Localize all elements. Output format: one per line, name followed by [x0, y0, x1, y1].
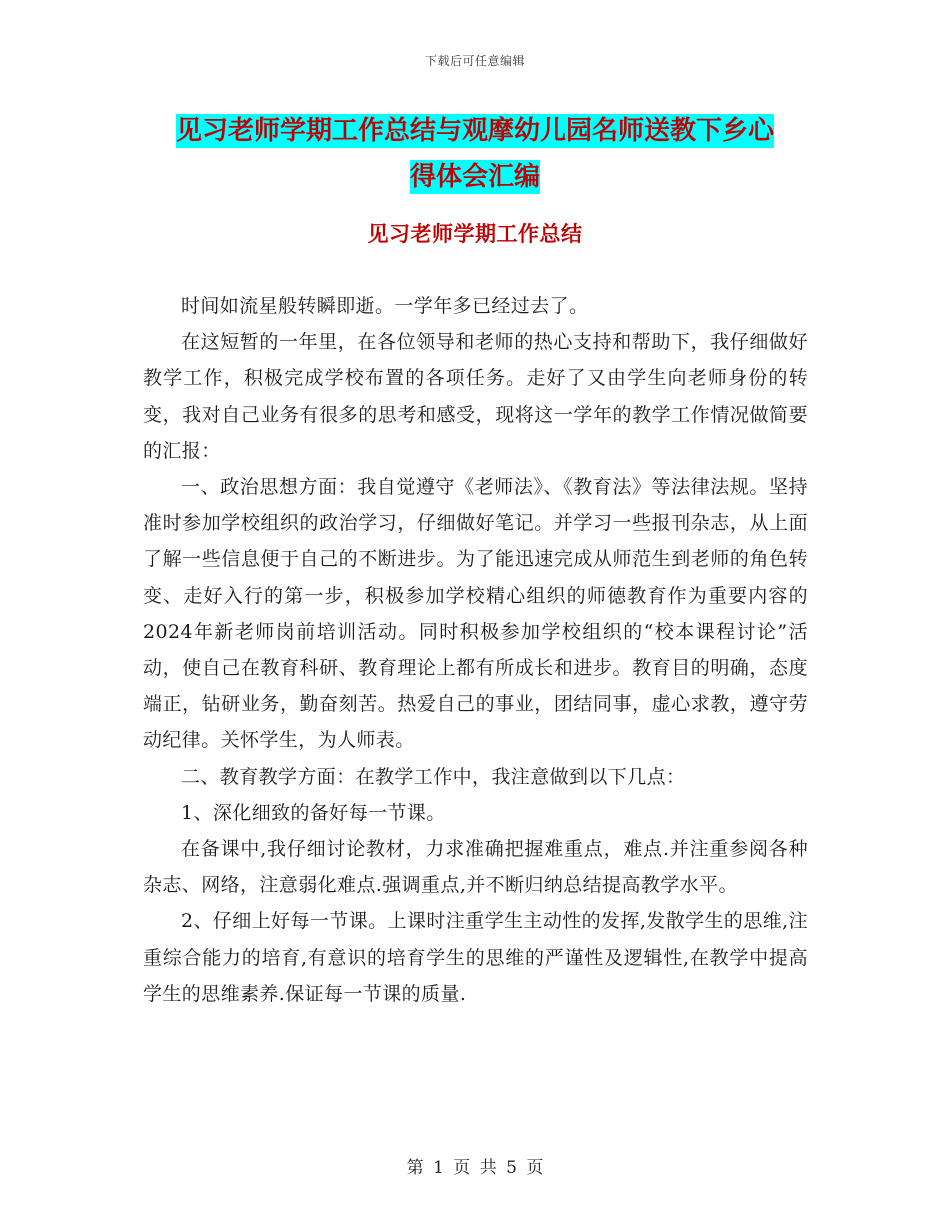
page-footer: 第 1 页 共 5 页 [406, 1158, 544, 1178]
document-title-line-2: 得体会汇编 [409, 162, 540, 192]
body-text [143, 288, 808, 1012]
paragraph: 在备课中,我仔细讨论教材，力求准确把握难重点，难点.并注重参阅各种杂志、网络，注意弱化难点.强调重点,并不断归纳总结提高教学水平。 [143, 838, 808, 897]
paragraph: 在这短暂的一年里，在各位领导和老师的热心支持和帮助下，我仔细做好教学工作，积极完成学校布置的各项任务。走好了又由学生向老师身份的转变，我对自己业务有很多的思考和感受，现将这一学年的教学工作情况做简要的汇报： [143, 331, 808, 462]
paragraph: 1、深化细致的备好每一节课。 [181, 801, 446, 824]
section-title: 见习老师学期工作总结 [367, 222, 583, 246]
paragraph: 一、政治思想方面：我自觉遵守《老师法》、《教育法》等法律法规。坚持准时参加学校组织的政治学习，仔细做好笔记。并学习一些报刊杂志，从上面了解一些信息便于自己的不断进步。为了能迅速完成从师范生到老师的角色转变、走好入行的第一步，积极参加学校精心组织的师德教育作为重要内容的2024年新老师岗前培训活动。同时积极参加学校组织的“校本课程讨论”活动，使自己在教育科研、教育理论上都有所成长和进步。教育目的明确，态度端正，钻研业务，勤奋刻苦。热爱自己的事业，团结同事，虚心求教，遵守劳动纪律。关怀学生，为人师表。 [143, 476, 808, 752]
paragraph: 时间如流星般转瞬即逝。一学年多已经过去了。 [181, 295, 589, 317]
paragraph: 二、教育教学方面：在教学工作中，我注意做到以下几点： [181, 765, 686, 788]
document-title-line-1: 见习老师学期工作总结与观摩幼儿园名师送教下乡心 [175, 116, 774, 146]
document-title [0, 108, 950, 200]
paragraph: 2、仔细上好每一节课。上课时注重学生主动性的发挥,发散学生的思维,注重综合能力的培育,有意识的培育学生的思维的严谨性及逻辑性,在教学中提高学生的思维素养.保证每一节课的质量. [143, 910, 808, 1005]
header-note: 下载后可任意编辑 [424, 54, 525, 68]
